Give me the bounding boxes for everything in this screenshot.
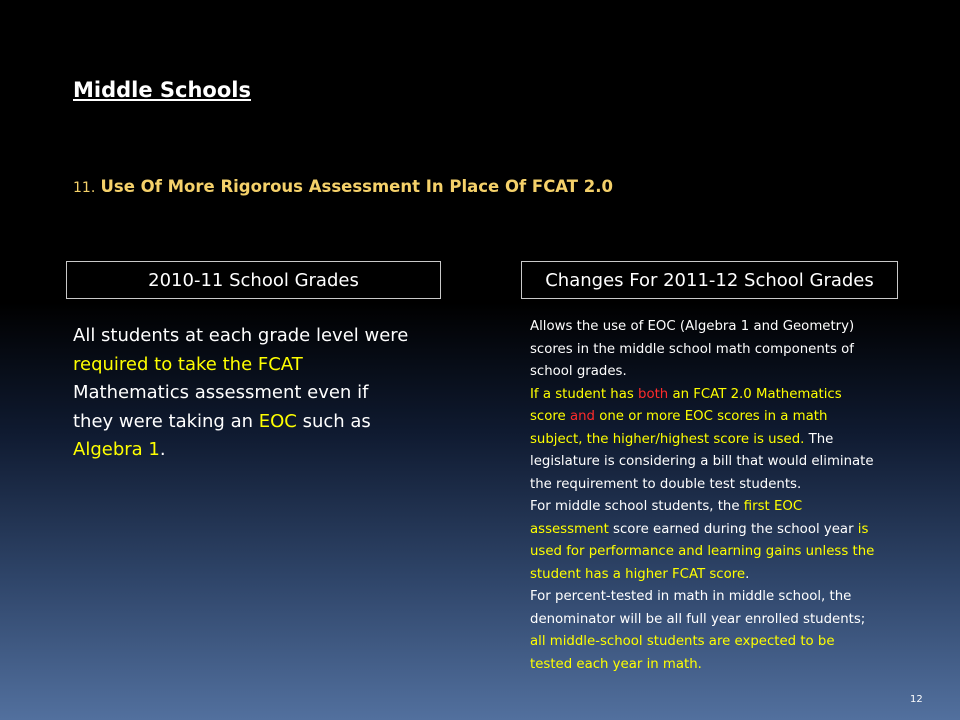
right-p2-a: If a student has [530, 386, 638, 402]
left-column-body [73, 322, 413, 465]
slide-subtitle [73, 177, 613, 196]
left-text-7: . [159, 439, 166, 460]
right-p3-b: first EOC assessment [530, 499, 803, 537]
right-paragraph-4 [530, 586, 880, 676]
right-paragraph-3 [530, 496, 880, 586]
left-text-3: Mathematics assessment even if they were taking an [73, 382, 369, 432]
left-text-1: All students at each grade level were [73, 325, 409, 346]
right-p3-d: is used for performance and learning gains unless the student has a higher FCAT score [530, 521, 875, 582]
subtitle-text: Use Of More Rigorous Assessment In Place Of FCAT 2.0 [100, 177, 614, 196]
right-p2-b: both [638, 386, 669, 402]
right-paragraph-2 [530, 384, 880, 497]
right-p2-f: The legislature is considering a bill that would eliminate the requirement to double test students. [530, 431, 874, 492]
right-p3-e: . [745, 566, 750, 582]
right-p2-e: one or more EOC scores in a math subject, the higher/highest score is used. [530, 409, 828, 447]
right-p3-a: For middle school students, the [530, 499, 744, 514]
right-column-body [530, 316, 880, 676]
right-p4-a: For percent-tested in math in middle school, the denominator will be all full year enrolled students; [530, 589, 866, 627]
left-text-4: EOC [258, 410, 297, 432]
right-p2-c: an FCAT 2.0 Mathematics score [530, 386, 842, 424]
right-column-header: Changes For 2011-12 School Grades [521, 261, 898, 299]
left-column-header: 2010-11 School Grades [66, 261, 441, 299]
subtitle-number: 11. [73, 180, 96, 196]
right-p4-b: all middle-school students are expected to be tested each year in math. [530, 634, 835, 672]
page-number: 12 [910, 694, 923, 705]
left-text-5: such as [296, 410, 371, 432]
slide-title: Middle Schools [73, 78, 251, 102]
left-text-2: required to take the FCAT [73, 353, 303, 375]
left-text-6: Algebra 1 [73, 439, 160, 460]
right-p2-d: and [569, 409, 595, 424]
right-paragraph-1: Allows the use of EOC (Algebra 1 and Geometry) scores in the middle school math components of school grades. [530, 319, 855, 379]
right-p3-c: score earned during the school year [608, 521, 858, 537]
